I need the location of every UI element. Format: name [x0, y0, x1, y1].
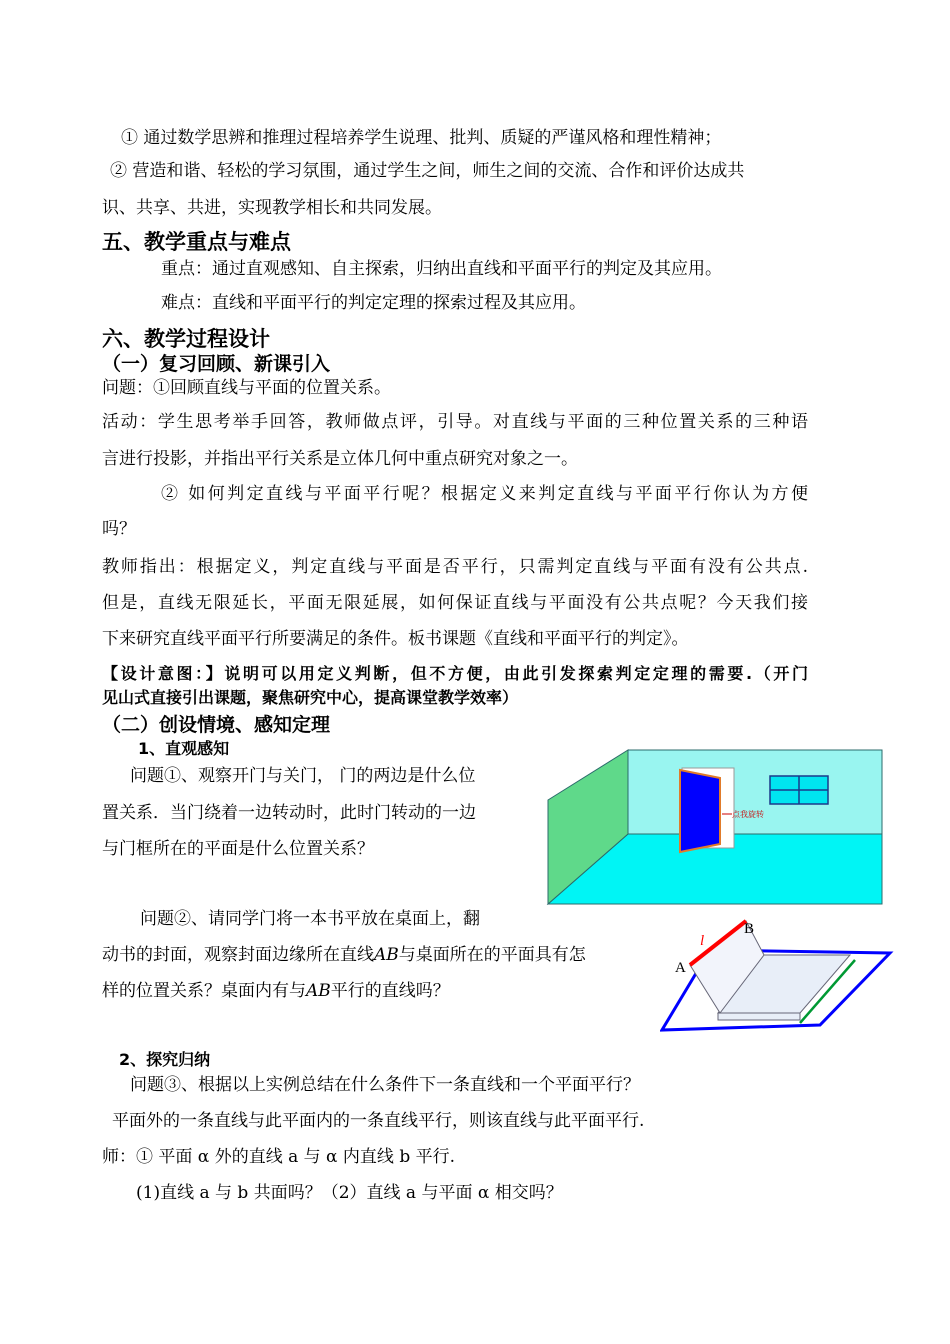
activity-line-1: 活动：学生思考举手回答，教师做点评，引导。对直线与平面的三种位置关系的三种语: [102, 412, 808, 432]
ab-label: AB: [306, 981, 331, 1001]
activity-line-2: 言进行投影，并指出平行关系是立体几何中重点研究对象之一。: [102, 449, 578, 469]
subsection-1-title: 1、直观感知: [138, 739, 230, 758]
teacher-line-2: 但是，直线无限延长，平面无限延展，如何保证直线与平面没有公共点呢？今天我们接: [102, 593, 808, 613]
question2b-line-2: 动书的封面，观察封面边缘所在直线AB与桌面所在的平面具有怎: [102, 945, 586, 965]
difficulty: 难点：直线和平面平行的判定定理的探索过程及其应用。: [161, 293, 586, 313]
key-point: 重点：通过直观感知、自主探索，归纳出直线和平面平行的判定及其应用。: [161, 259, 722, 279]
room-back-wall: [628, 750, 882, 834]
goal-line-3: 识、共享、共进，实现教学相长和共同发展。: [102, 198, 442, 218]
teacher-line-1: 教师指出：根据定义，判定直线与平面是否平行，只需判定直线与平面有没有公共点.: [102, 557, 808, 577]
label-b: B: [744, 921, 755, 937]
label-a: A: [675, 960, 686, 976]
book-base: [718, 1013, 800, 1020]
teacher-line-3: 下来研究直线平面平行所要满足的条件。板书课题《直线和平面平行的判定》。: [102, 629, 689, 649]
question1-line-1: 问题①、观察开门与关门， 门的两边是什么位: [130, 766, 476, 786]
window: [770, 776, 828, 804]
question3: 问题③、根据以上实例总结在什么条件下一条直线和一个平面平行？: [130, 1075, 640, 1095]
question2-line-2: 吗？: [102, 519, 136, 539]
door[interactable]: [680, 770, 720, 852]
goal-line-2: ② 营造和谐、轻松的学习氛围，通过学生之间，师生之间的交流、合作和评价达成共: [110, 161, 745, 181]
teacher-statement: 师：① 平面 α 外的直线 a 与 α 内直线 b 平行.: [102, 1147, 456, 1167]
book-plane-illustration: [660, 915, 900, 1040]
question2b-line-1: 问题②、请同学门将一本书平放在桌面上，翻: [140, 909, 480, 929]
section6-title: 六、教学过程设计: [102, 327, 270, 351]
section5-title: 五、教学重点与难点: [102, 230, 291, 254]
label-l: l: [700, 933, 705, 949]
room-door-illustration: [546, 748, 886, 908]
door-rotate-label[interactable]: 点我旋转: [732, 810, 764, 819]
teacher-questions: (1)直线 a 与 b 共面吗？（2）直线 a 与平面 α 相交吗？: [136, 1183, 563, 1203]
part2-title: （二）创设情境、感知定理: [102, 714, 331, 736]
ab-label: AB: [374, 945, 399, 965]
subsection-2-title: 2、探究归纳: [119, 1050, 211, 1069]
question1-line-2: 置关系．当门绕着一边转动时，此时门转动的一边: [102, 803, 476, 823]
question2b-line-3: 样的位置关系？桌面内有与AB平行的直线吗？: [102, 981, 450, 1001]
question1-line-3: 与门框所在的平面是什么位置关系？: [102, 839, 374, 859]
design-intent-line-2: 见山式直接引出课题，聚焦研究中心，提高课堂教学效率）: [102, 688, 519, 707]
question2-line-1: ② 如何判定直线与平面平行呢？根据定义来判定直线与平面平行你认为方便: [161, 484, 808, 504]
conclusion: 平面外的一条直线与此平面内的一条直线平行，则该直线与此平面平行.: [112, 1111, 645, 1131]
goal-line-1: ① 通过数学思辨和推理过程培养学生说理、批判、质疑的严谨风格和理性精神；: [121, 128, 722, 148]
part1-question: 问题：①回顾直线与平面的位置关系。: [102, 378, 391, 398]
part1-title: （一）复习回顾、新课引入: [102, 353, 331, 375]
design-intent-line-1: 【设计意图：】说明可以用定义判断，但不方便，由此引发探索判定定理的需要.（开门: [102, 664, 808, 683]
